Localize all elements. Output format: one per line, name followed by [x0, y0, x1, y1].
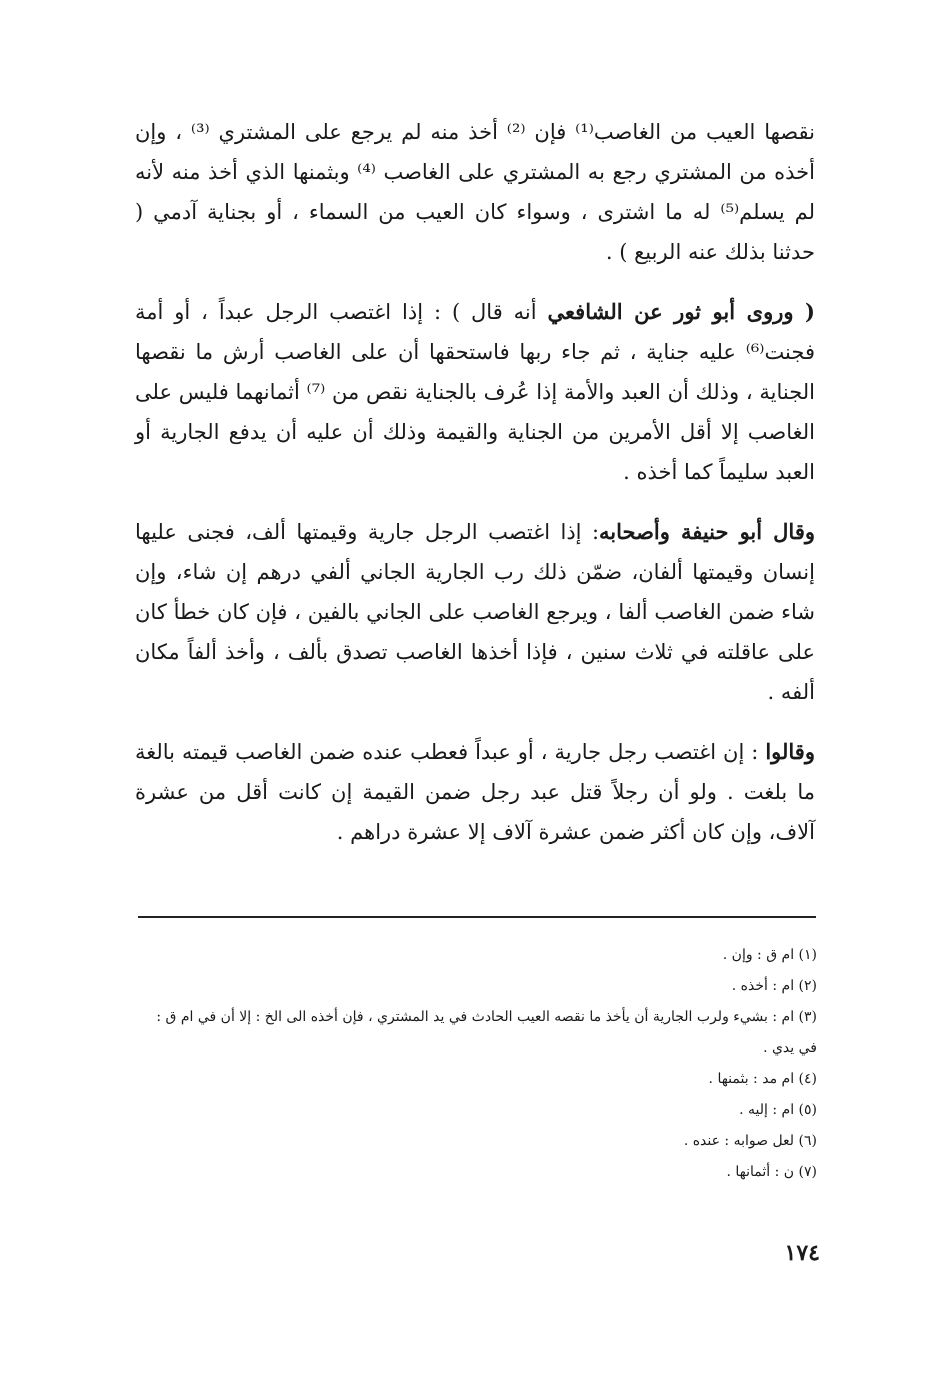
- footnote-1: (١) ام ق : وإن .: [722, 947, 817, 963]
- paragraph-body: نقصها العيب من الغاصب⁽¹⁾ فإن ⁽²⁾ أخذ منه لم يرجع على المشتري ⁽³⁾ ، وإن أخذه من المشتري رجع به المشتري على الغاصب ⁽⁴⁾ وبثمنها الذي أخذ منه لأنه لم يسلم⁽⁵⁾ له ما اشترى ، وسواء كان العيب من السماء ، أو بجناية آدمي ( حدثنا بذلك عنه الربيع ) .: [135, 120, 815, 264]
- paragraph-lead: وقالوا: [765, 739, 815, 764]
- footnote-4: (٤) ام مد : بثمنها .: [708, 1071, 817, 1087]
- footnotes: [135, 940, 817, 1188]
- paragraph-body: أنه قال ) : إذا اغتصب الرجل عبداً ، أو أمة فجنت⁽⁶⁾ عليه جناية ، ثم جاء ربها فاستحقها أن على الغاصب أرش ما نقصها الجناية ، وذلك أن العبد والأمة إذا عُرف بالجناية نقص من ⁽⁷⁾ أثمانهما فليس على الغاصب إلا أقل الأمرين من الجناية والقيمة وذلك أن عليه أن يدفع الجارية أو العبد سليماً كما أخذه .: [135, 300, 815, 484]
- footnote-2: (٢) ام : أخذه .: [731, 978, 817, 994]
- footnote-divider: [138, 916, 816, 918]
- paragraph-4: [135, 732, 815, 852]
- footnote-7: (٧) ن : أثمانها .: [726, 1164, 817, 1180]
- page-number: ١٧٤: [784, 1240, 820, 1266]
- main-text: [135, 112, 815, 872]
- paragraph-3: [135, 512, 815, 712]
- paragraph-2: [135, 292, 815, 492]
- paragraph-body: : إن اغتصب رجل جارية ، أو عبداً فعطب عنده ضمن الغاصب قيمته بالغة ما بلغت . ولو أن رجلاً قتل عبد رجل ضمن القيمة إن كانت أقل من عشرة آلاف، وإن كان أكثر ضمن عشرة آلاف إلا عشرة دراهم .: [135, 740, 815, 844]
- footnote-5: (٥) ام : إليه .: [739, 1102, 817, 1118]
- footnote-6: (٦) لعل صوابه : عنده .: [683, 1133, 817, 1149]
- paragraph-lead: ( وروى أبو ثور عن الشافعي: [547, 299, 815, 324]
- paragraph-body: : إذا اغتصب الرجل جارية وقيمتها ألف، فجنى عليها إنسان وقيمتها ألفان، ضمّن ذلك رب الجارية الجاني ألفي درهم إن شاء، وإن شاء ضمن الغاصب ألفا ، ويرجع الغاصب على الجاني بالفين ، فإن كان خطأ كان على عاقلته في ثلاث سنين ، فإذا أخذها الغاصب تصدق بألف ، وأخذ ألفاً مكان ألفه .: [135, 520, 815, 704]
- footnote-3: (٣) ام : بشيء ولرب الجارية أن يأخذ ما نقصه العيب الحادث في يد المشتري ، فإن أخذه الى الخ : إلا أن في ام ق : في يدي .: [156, 1009, 817, 1056]
- paragraph-1: [135, 112, 815, 272]
- paragraph-lead: وقال أبو حنيفة وأصحابه: [599, 519, 816, 544]
